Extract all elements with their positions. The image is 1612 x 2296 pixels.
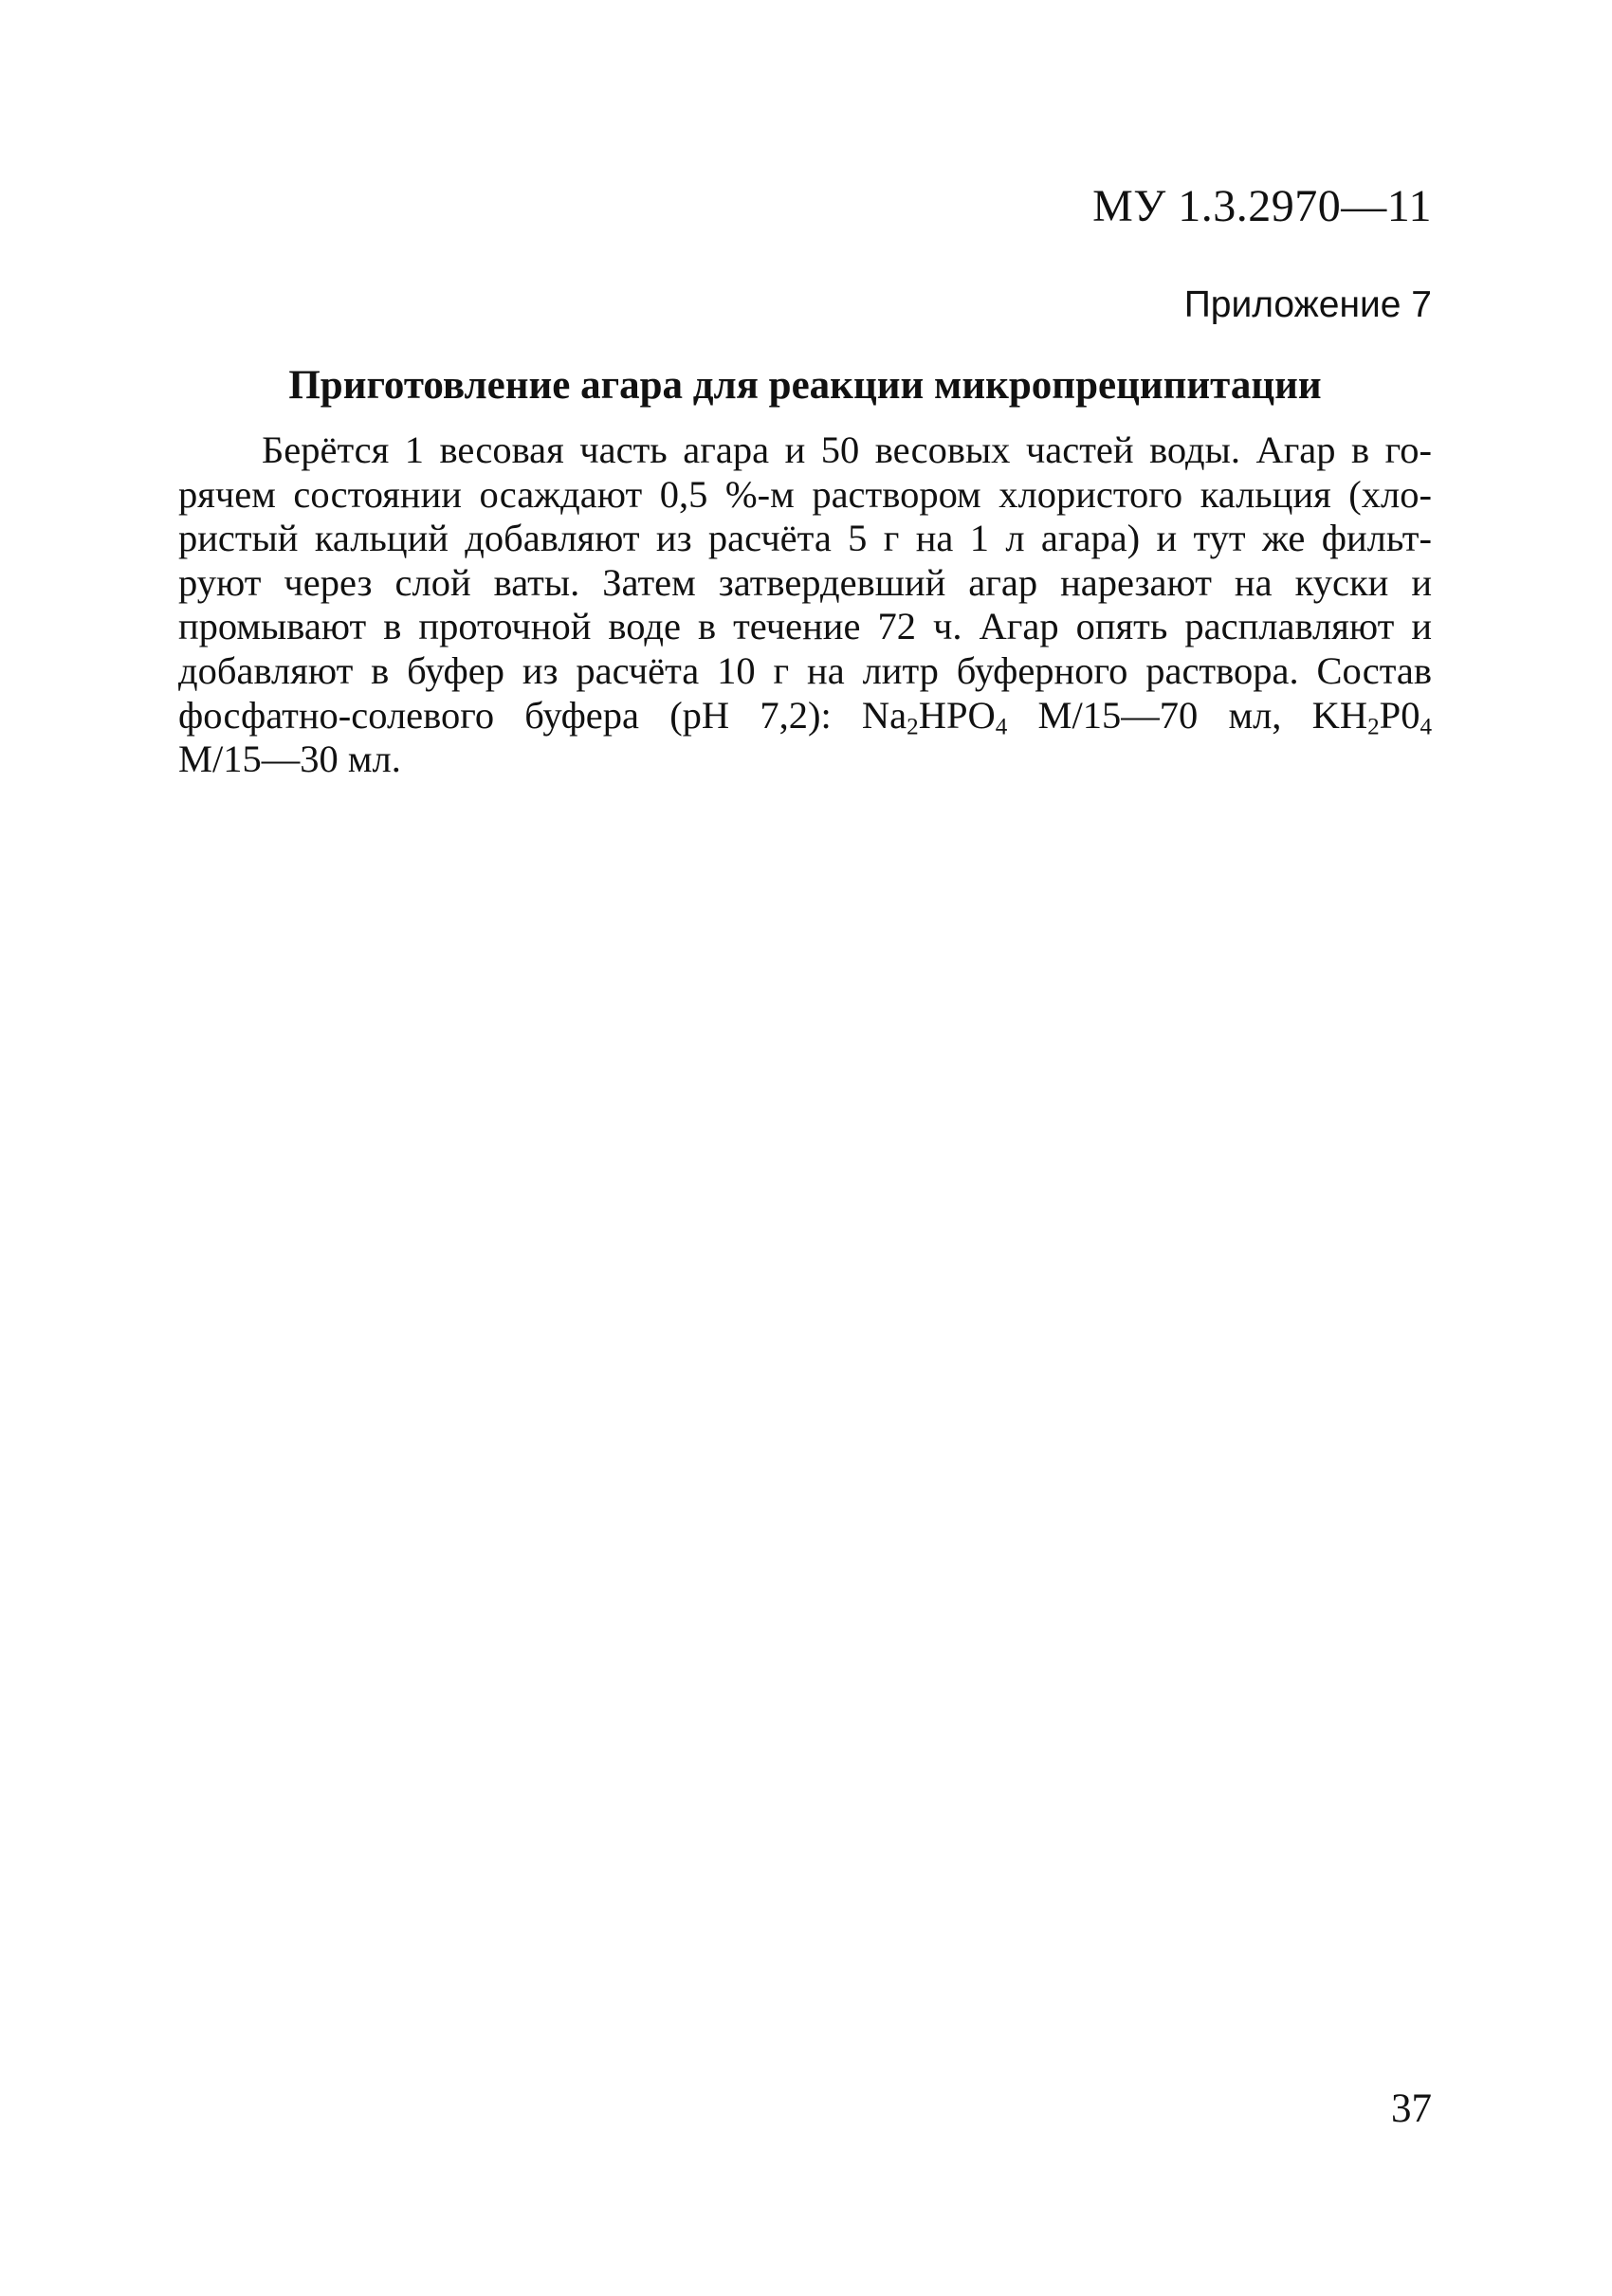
chemical-formula-disodium-phosphate: $Na_2HPO_4$: [861, 693, 1008, 739]
page-number: 37: [1391, 2086, 1432, 2131]
paragraph-line: ристый кальций добавляют из расчёта 5 г на 1 л агара) и тут же фильт-: [178, 517, 1432, 560]
paragraph-line: рячем состоянии осаждают 0,5 %-м раствором хлористого кальция (хло-: [178, 472, 1432, 516]
paragraph-line: добавляют в буфер из расчёта 10 г на литр буферного раствора. Состав: [178, 648, 1432, 692]
chemical-formula-potassium-phosphate: $KH_2P0_4$: [1311, 693, 1433, 739]
formula-prefix: фосфатно-солевого буфера (pH 7,2):: [178, 693, 832, 737]
appendix-label: Приложение 7: [1183, 284, 1432, 325]
paragraph-line: промывают в проточной воде в течение 72 ч. Агар опять расплавляют и: [178, 605, 1432, 648]
paragraph-line: руют через слой ваты. Затем затвердевший агар нарезают на куски и: [178, 560, 1432, 604]
body-paragraph: [178, 428, 1432, 782]
section-title: Приготовление агара для реакции микропреципитации: [288, 363, 1322, 408]
document-code: МУ 1.3.2970—11: [1092, 181, 1432, 231]
paragraph-line-last: M/15—30 мл.: [178, 738, 401, 781]
paragraph-line: Берётся 1 весовая часть агара и 50 весовых частей воды. Агар в го-: [262, 428, 1432, 471]
paragraph-line-formula: [178, 694, 1432, 738]
salt1-amount: M/15—70 мл,: [1037, 693, 1282, 737]
